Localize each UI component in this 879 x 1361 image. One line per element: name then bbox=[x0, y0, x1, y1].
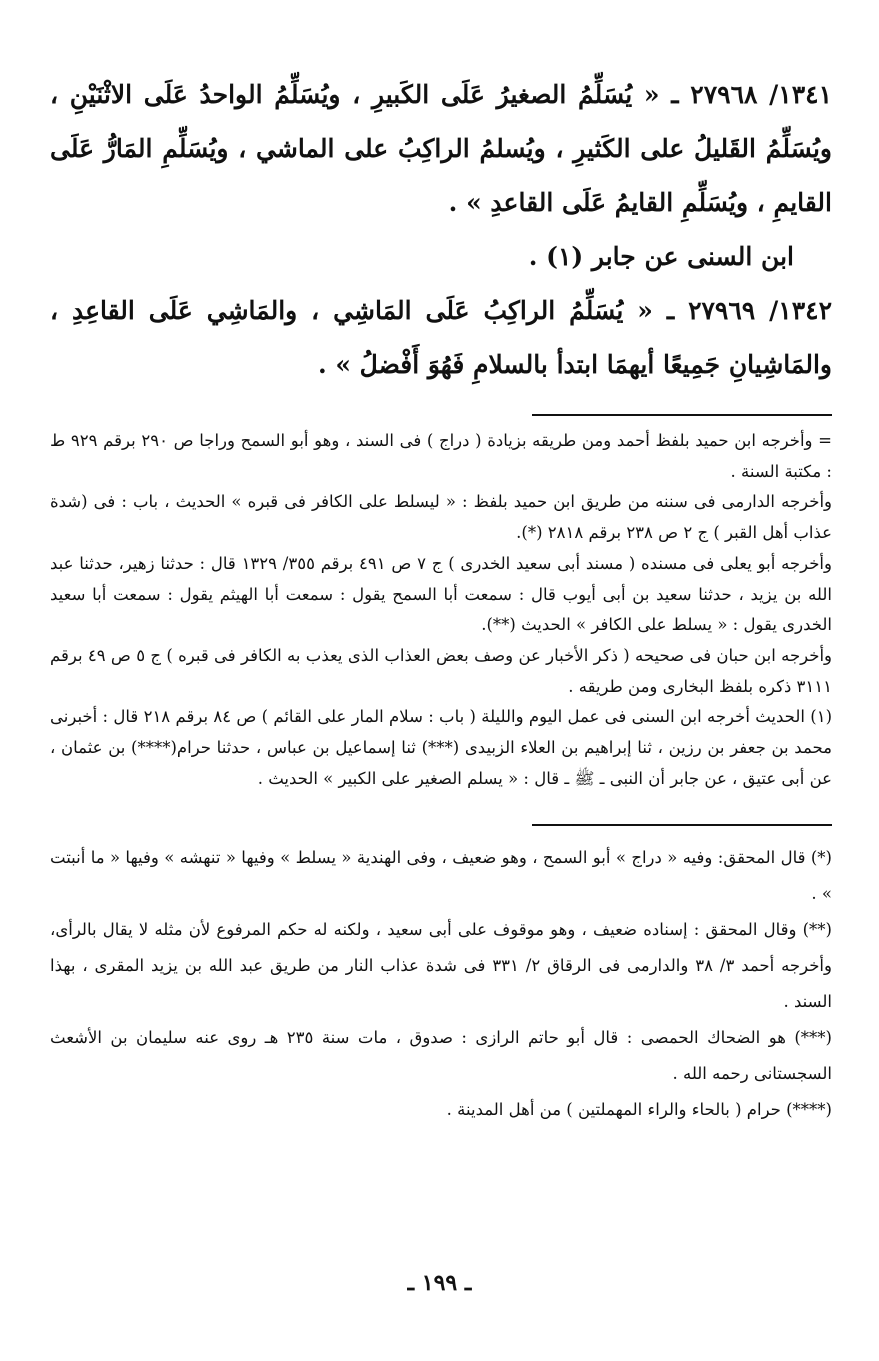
main-text bbox=[50, 68, 832, 392]
editor-notes-divider bbox=[532, 824, 832, 826]
footnote-paragraph: وأخرجه أبو يعلى فى مسنده ( مسند أبى سعيد الخدرى ) ج ٧ ص ٤٩١ برقم ٣٥٥/ ١٣٢٩ قال : حدثنا زهير، حدثنا عبد الله بن يزيد ، حدثنا سعيد بن أبى أيوب قال : سمعت أبا السمح يقول : سمعت أبا الهيثم يقول : سمعت أبا سعيد الخدرى يقول : « يسلط على الكافر » الحديث (**). bbox=[50, 553, 832, 635]
editor-notes bbox=[50, 840, 832, 1128]
footnote-1: (١) الحديث أخرجه ابن السنى فى عمل اليوم والليلة ( باب : سلام المار على القائم ) ص ٨٤ برقم ٢١٨ قال : أخبرنى محمد بن جعفر بن رزين ، ثنا إبراهيم بن العلاء الزبيدى (***) ثنا إسماعيل بن عباس ، حدثنا حرام(****) بن عثمان ، عن أبى عتيق ، عن جابر أن النبى ـ ﷺ ـ قال : « يسلم الصغير على الكبير » الحديث . bbox=[50, 707, 832, 788]
editor-note-1: (*) قال المحقق: وفيه « دراج » أبو السمح ، وهو ضعيف ، وفى الهندية « يسلط » وفيها « تنهشه » وفيها « ما أنبتت » . bbox=[50, 848, 832, 904]
editor-note-2: (**) وقال المحقق : إسناده ضعيف ، وهو موقوف على أبى سعيد ، ولكنه له حكم المرفوع لأن مثله لا يقال بالرأى، وأخرجه أحمد ٣/ ٣٨ والدارمى فى الرقاق ٢/ ٣٣١ فى شدة عذاب النار من طريق عبد الله بن يزيد المقرى ، بهذا السند . bbox=[50, 920, 832, 1012]
footnote-divider bbox=[532, 414, 832, 416]
editor-note-3: (***) هو الضحاك الحمصى : قال أبو حاتم الرازى : صدوق ، مات سنة ٢٣٥ هـ روى عنه سليمان بن الأشعث السجستانى رحمه الله . bbox=[50, 1028, 832, 1084]
source-1341: ابن السنى عن جابر (١) . bbox=[528, 242, 794, 271]
hadith-1341: ١٣٤١/ ٢٧٩٦٨ ـ « يُسَلِّمُ الصغيرُ عَلَى الكَبيرِ ، ويُسَلِّمُ الواحدُ عَلَى الاثْنَيْنِ ، ويُسَلِّمُ القَليلُ على الكَثيرِ ، ويُسلمُ الراكِبُ على الماشي ، ويُسَلِّمِ المَارُّ عَلَى القايمِ ، ويُسَلِّمِ القايمُ عَلَى القاعدِ » . bbox=[50, 80, 832, 217]
hadith-1342: ١٣٤٢/ ٢٧٩٦٩ ـ « يُسَلِّمُ الراكِبُ عَلَى المَاشِي ، والمَاشِي عَلَى القاعِدِ ، والمَاشِيانِ جَمِيعًا أيهمَا ابتدأ بالسلامِ فَهُوَ أَفْضلُ » . bbox=[50, 296, 832, 379]
editor-note-4: (****) حرام ( بالحاء والراء المهملتين ) من أهل المدينة . bbox=[446, 1100, 832, 1120]
page-content bbox=[50, 68, 832, 1128]
footnote-paragraph: وأخرجه الدارمى فى سننه من طريق ابن حميد بلفظ : « ليسلط على الكافر فى قبره » الحديث ، باب : فى (شدة عذاب أهل القبر ) ج ٢ ص ٢٣٨ برقم ٢٨١٨ (*). bbox=[50, 492, 832, 543]
page-number: ـ ١٩٩ ـ bbox=[407, 1270, 472, 1296]
footnote-paragraph: = وأخرجه ابن حميد بلفظ أحمد ومن طريقه بزيادة ( دراج ) فى السند ، وهو أبو السمح وراجا ص ٢٩٠ برقم ٩٢٩ ط : مكتبة السنة . bbox=[50, 431, 832, 481]
footnote-paragraph: وأخرجه ابن حبان فى صحيحه ( ذكر الأخبار عن وصف بعض العذاب الذى يعذب به الكافر فى قبره ) ج ٥ ص ٤٩ برقم ٣١١١ ذكره بلفظ البخارى ومن طريقه . bbox=[50, 645, 832, 696]
footnotes bbox=[50, 426, 832, 794]
